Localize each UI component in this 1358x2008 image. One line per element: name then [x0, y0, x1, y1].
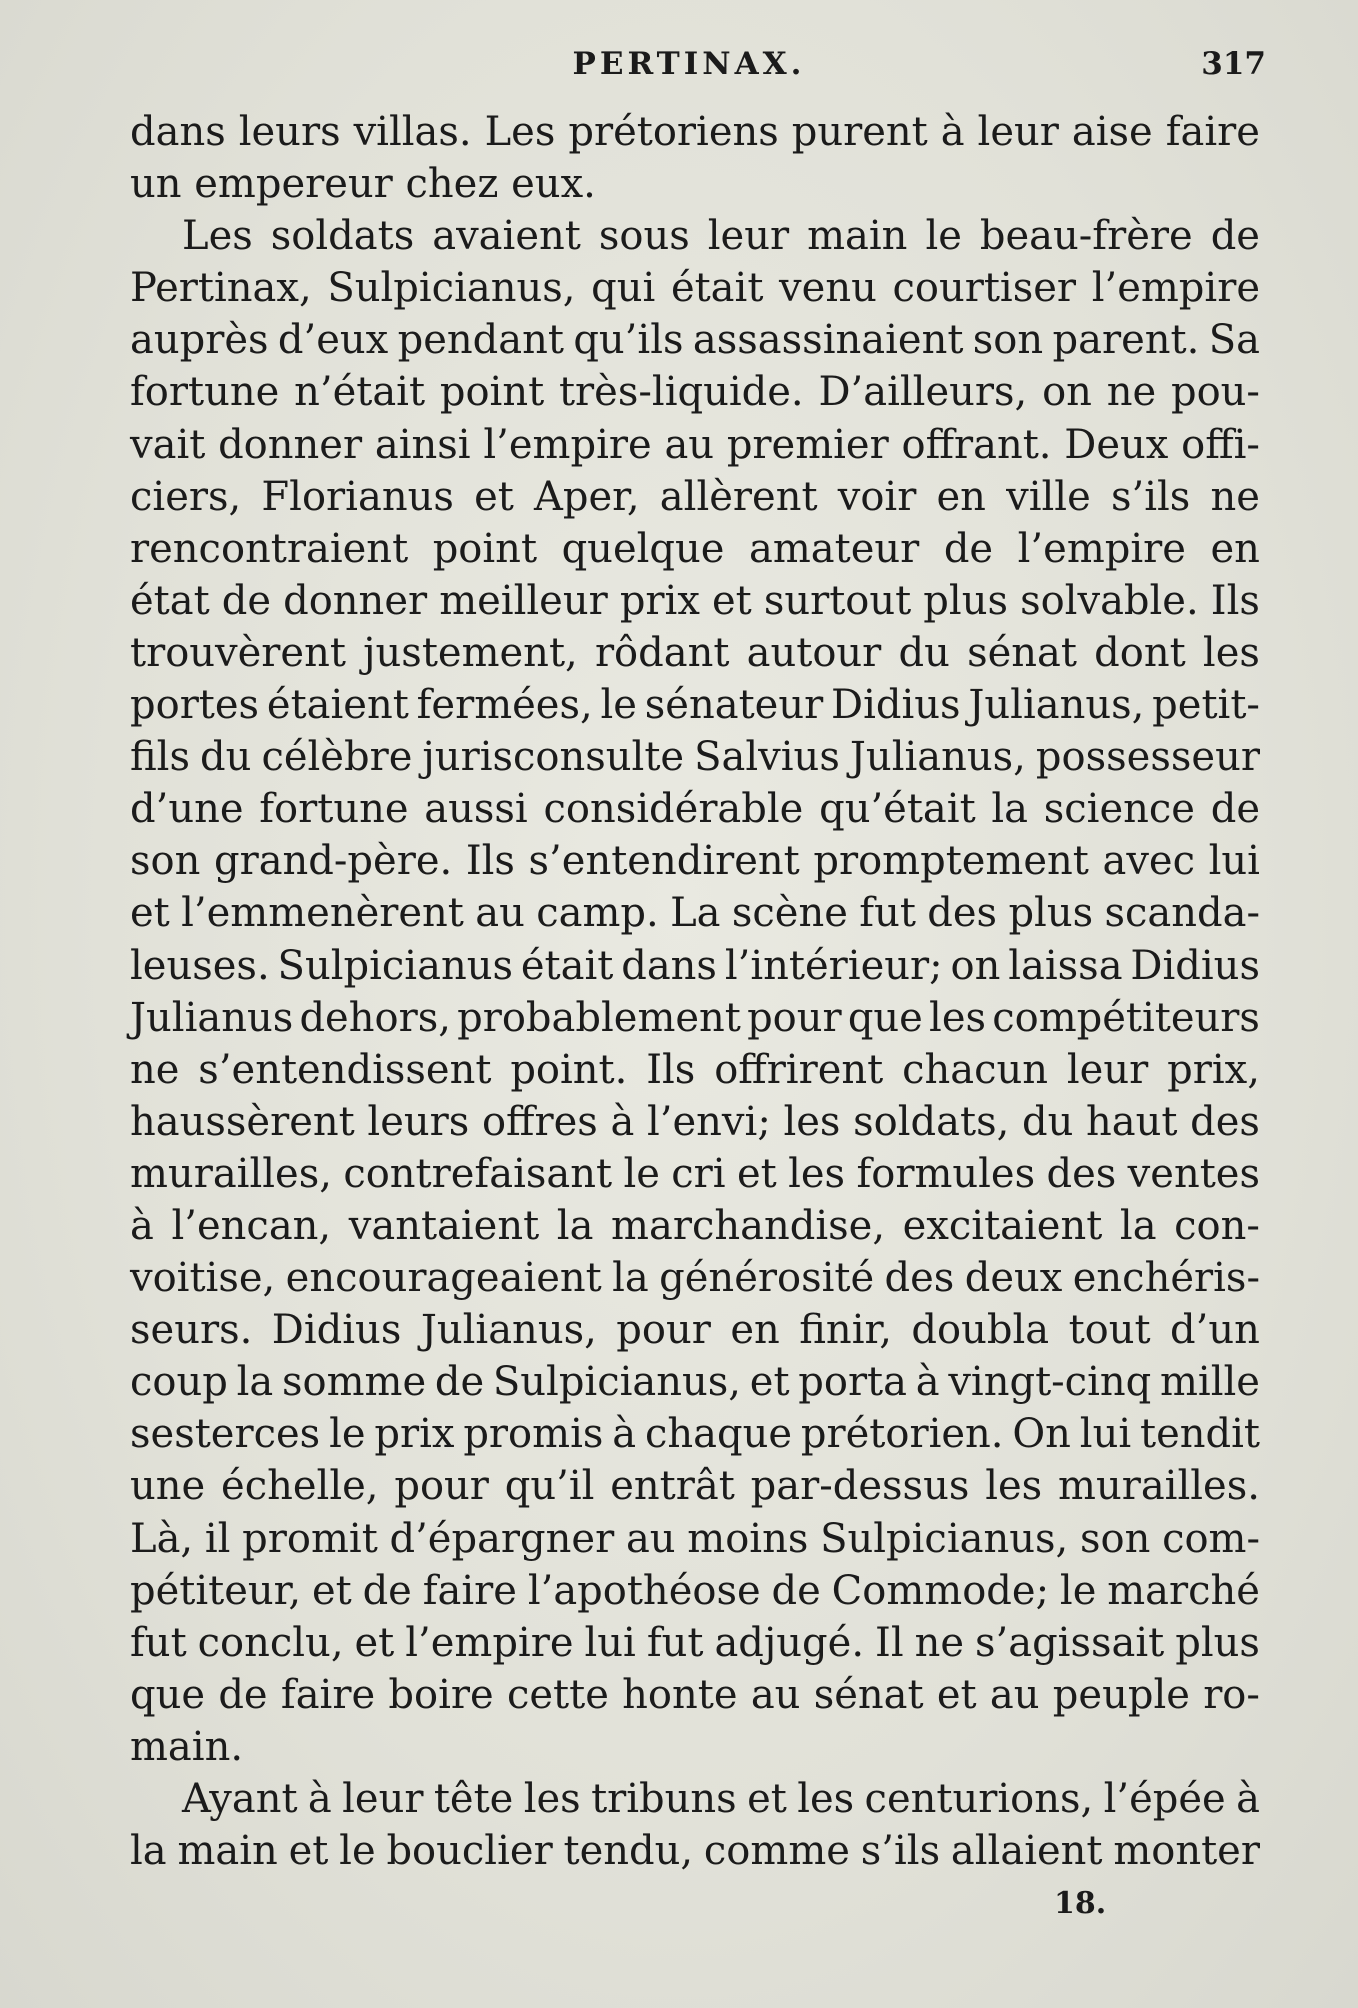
text-line: vait donner ainsi l’empire au premier offrant. Deux offi-: [130, 421, 1260, 468]
text-line: seurs. Didius Julianus, pour en finir, doubla tout d’un: [130, 1307, 1260, 1354]
text-line: que de faire boire cette honte au sénat et au peuple ro-: [130, 1671, 1260, 1718]
text-line: Julianus dehors, probablement pour que les compétiteurs: [130, 994, 1260, 1041]
text-line: Les soldats avaient sous leur main le beau-frère de: [182, 213, 1260, 260]
text-line: dans leurs villas. Les prétoriens purent à leur aise faire: [130, 109, 1260, 155]
page-number: 317: [1201, 46, 1266, 82]
text-line: rencontraient point quelque amateur de l’empire en: [130, 525, 1260, 572]
text-line: une échelle, pour qu’il entrât par-dessus les murailles.: [130, 1463, 1260, 1510]
text-line: main.: [130, 1723, 244, 1770]
text-line: un empereur chez eux.: [130, 161, 596, 208]
text-line: d’une fortune aussi considérable qu’était la science de: [130, 786, 1260, 833]
text-line: murailles, contrefaisant le cri et les formules des ventes: [130, 1150, 1260, 1197]
text-line: son grand-père. Ils s’entendirent promptement avec lui: [130, 838, 1260, 885]
text-line: sesterces le prix promis à chaque prétorien. On lui tendit: [130, 1411, 1260, 1458]
text-line: auprès d’eux pendant qu’ils assassinaient son parent. Sa: [130, 317, 1260, 364]
text-line: la main et le bouclier tendu, comme s’ils allaient monter: [130, 1828, 1260, 1875]
text-line: pétiteur, et de faire l’apothéose de Commode; le marché: [130, 1567, 1260, 1614]
text-line: coup la somme de Sulpicianus, et porta à vingt-cinq mille: [130, 1359, 1260, 1406]
text-line: ciers, Florianus et Aper, allèrent voir en ville s’ils ne: [130, 473, 1260, 520]
text-line: état de donner meilleur prix et surtout plus solvable. Ils: [130, 577, 1260, 624]
text-line: fils du célèbre jurisconsulte Salvius Julianus, possesseur: [130, 734, 1260, 781]
text-line: ne s’entendissent point. Ils offrirent chacun leur prix,: [130, 1046, 1260, 1093]
text-line: trouvèrent justement, rôdant autour du sénat dont les: [130, 629, 1260, 676]
text-line: Pertinax, Sulpicianus, qui était venu courtiser l’empire: [130, 265, 1260, 312]
text-line: portes étaient fermées, le sénateur Didius Julianus, petit-: [130, 682, 1260, 729]
text-line: Là, il promit d’épargner au moins Sulpicianus, son com-: [130, 1515, 1260, 1562]
text-line: haussèrent leurs offres à l’envi; les soldats, du haut des: [130, 1098, 1260, 1145]
text-line: fut conclu, et l’empire lui fut adjugé. Il ne s’agissait plus: [130, 1619, 1260, 1666]
running-head: [0, 46, 1358, 86]
text-line: à l’encan, vantaient la marchandise, excitaient la con-: [130, 1202, 1260, 1249]
text-line: voitise, encourageaient la générosité des deux enchéris-: [130, 1255, 1260, 1302]
text-line: et l’emmenèrent au camp. La scène fut des plus scanda-: [130, 890, 1260, 937]
signature-mark: 18.: [1054, 1886, 1107, 1921]
running-title: PERTINAX.: [572, 46, 806, 82]
text-line: fortune n’était point très-liquide. D’ailleurs, on ne pou-: [130, 369, 1260, 416]
text-line: Ayant à leur tête les tribuns et les centurions, l’épée à: [182, 1776, 1260, 1822]
body-text: [130, 106, 1260, 1877]
text-line: leuses. Sulpicianus était dans l’intérieur; on laissa Didius: [130, 942, 1260, 989]
